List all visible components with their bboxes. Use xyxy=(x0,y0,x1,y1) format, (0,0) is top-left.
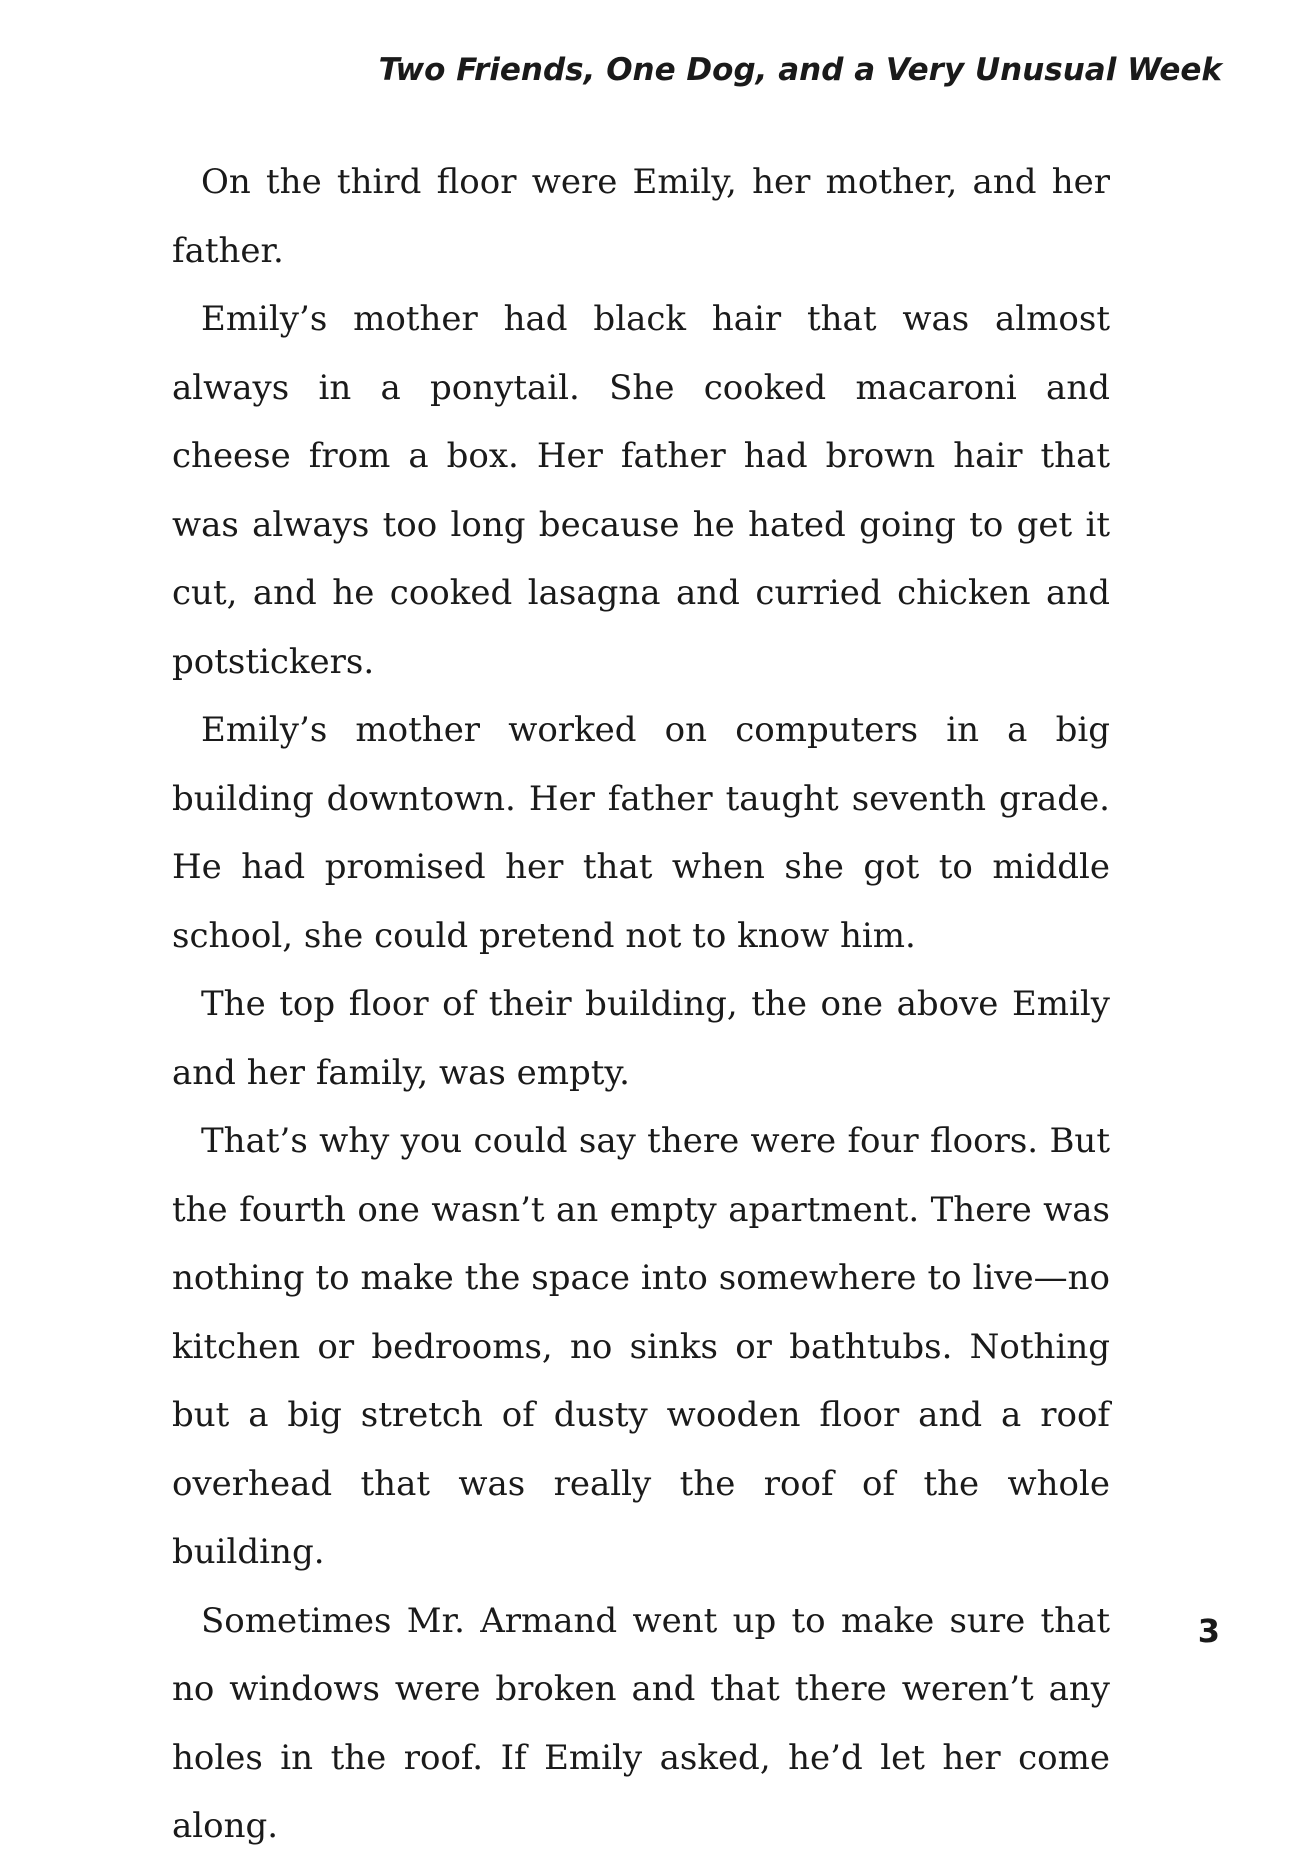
body-text xyxy=(172,148,1110,1861)
paragraph: Emily’s mother worked on computers in a big building downtown. Her father taught seventh grade. He had promised her that when she got to middle school, she could pretend not to know him. xyxy=(172,710,1110,956)
running-header-title: Two Friends, One Dog, and a Very Unusual Week xyxy=(378,52,1222,88)
paragraph: Sometimes Mr. Armand went up to make sure that no windows were broken and that there weren’t any holes in the roof. If Emily asked, he’d let her come along. xyxy=(172,1600,1110,1846)
paragraph: Emily’s mother had black hair that was almost always in a ponytail. She cooked macaroni and cheese from a box. Her father had brown hair that was always too long because he hated going to get it cut, and he cooked lasagna and curried chicken and potstickers. xyxy=(172,299,1110,682)
paragraph: That’s why you could say there were four floors. But the fourth one wasn’t an empty apartment. There was nothing to make the space into somewhere to live—no kitchen or bedrooms, no sinks or bathtubs. Nothing but a big stretch of dusty wooden floor and a roof overhead that was really the roof of the whole building. xyxy=(172,1121,1110,1572)
paragraph: The top floor of their building, the one above Emily and her family, was empty. xyxy=(172,984,1110,1093)
paragraph: On the third floor were Emily, her mother, and her father. xyxy=(172,162,1110,271)
page-number: 3 xyxy=(1197,1612,1220,1650)
